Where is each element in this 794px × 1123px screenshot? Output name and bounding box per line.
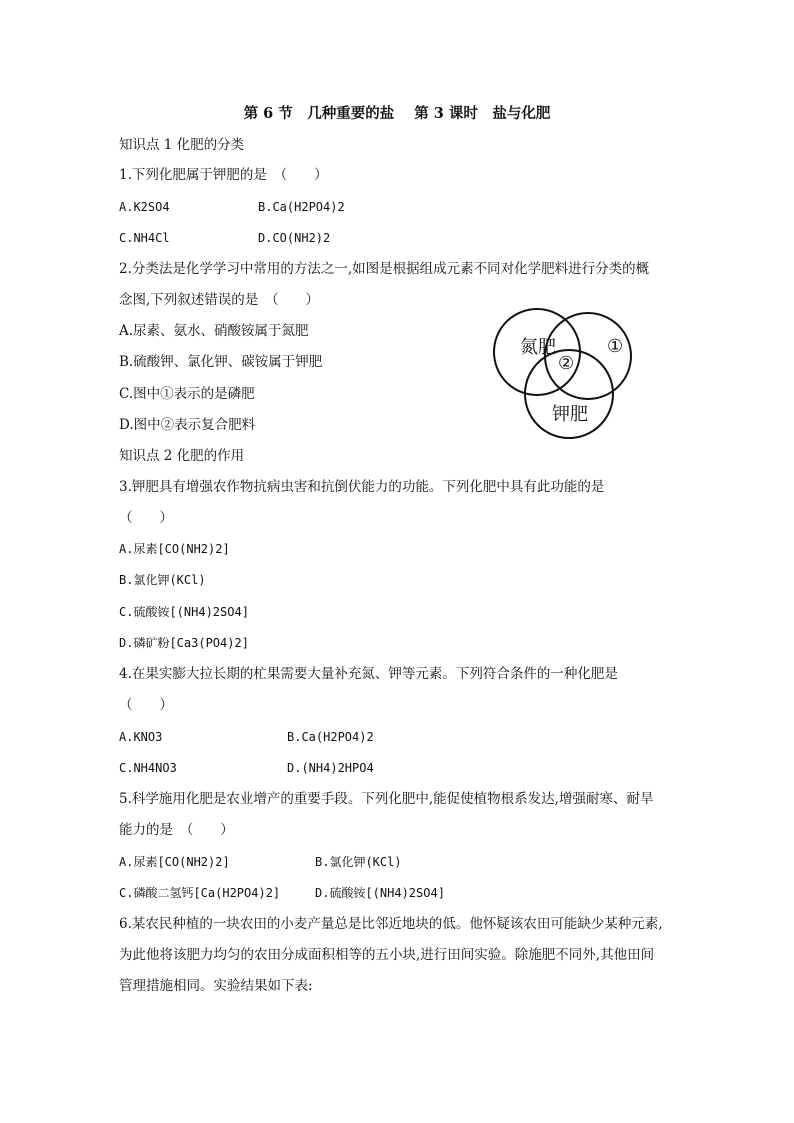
q5-option-d: D.硫酸铵[(NH4)2SO4] bbox=[315, 886, 445, 900]
q5-stem-line1: 5.科学施用化肥是农业增产的重要手段。下列化肥中,能促使植物根系发达,增强耐寒、耐旱 bbox=[119, 791, 654, 807]
q2-option-d: D.图中②表示复合肥料 bbox=[119, 417, 256, 433]
lesson-title: 第 3 课时 盐与化肥 bbox=[414, 105, 551, 122]
q2-option-c: C.图中①表示的是磷肥 bbox=[119, 386, 255, 402]
q4-option-d: D.(NH4)2HPO4 bbox=[287, 761, 374, 775]
q3-stem-line1: 3.钾肥具有增强农作物抗病虫害和抗倒伏能力的功能。下列化肥中具有此功能的是 bbox=[119, 479, 605, 495]
q5-option-a: A.尿素[CO(NH2)2] bbox=[119, 855, 230, 869]
q4-option-a: A.KNO3 bbox=[119, 730, 163, 744]
q1-option-d: D.CO(NH2)2 bbox=[258, 231, 331, 245]
q1-option-a: A.K2SO4 bbox=[119, 200, 170, 214]
q2-option-b: B.硫酸钾、氯化钾、碳铵属于钾肥 bbox=[119, 354, 323, 370]
knowledge-point-1: 知识点 1 化肥的分类 bbox=[119, 137, 245, 153]
nitrogen-label: 氮肥 bbox=[520, 337, 556, 358]
q5-option-c: C.磷酸二氢钙[Ca(H2PO4)2] bbox=[119, 886, 281, 900]
q1-stem: 1.下列化肥属于钾肥的是 （ ） bbox=[119, 167, 328, 183]
potassium-label: 钾肥 bbox=[552, 404, 588, 425]
q4-option-b: B.Ca(H2PO4)2 bbox=[287, 730, 374, 744]
q5-option-b: B.氯化钾(KCl) bbox=[315, 855, 402, 869]
q2-option-a: A.尿素、氨水、硝酸铵属于氮肥 bbox=[119, 323, 309, 339]
q4-option-c: C.NH4NO3 bbox=[119, 761, 177, 775]
q5-stem-line2: 能力的是 （ ） bbox=[119, 822, 234, 838]
q3-option-d: D.磷矿粉[Ca3(PO4)2] bbox=[119, 636, 249, 650]
q3-stem-line2: （ ） bbox=[119, 510, 173, 526]
page-title bbox=[0, 102, 794, 123]
q1-option-b: B.Ca(H2PO4)2 bbox=[258, 200, 345, 214]
q2-stem-line1: 2.分类法是化学学习中常用的方法之一,如图是根据组成元素不同对化学肥料进行分类的概 bbox=[119, 261, 650, 277]
q3-option-c: C.硫酸铵[(NH4)2SO4] bbox=[119, 605, 249, 619]
circle-1-label: ① bbox=[607, 336, 624, 357]
q3-option-b: B.氯化钾(KCl) bbox=[119, 573, 206, 587]
q4-stem-line2: （ ） bbox=[119, 697, 173, 713]
section-title: 第 6 节 几种重要的盐 bbox=[243, 105, 395, 122]
fertilizer-venn-diagram bbox=[488, 308, 648, 440]
q4-stem-line1: 4.在果实膨大拉长期的杧果需要大量补充氮、钾等元素。下列符合条件的一种化肥是 bbox=[119, 666, 618, 682]
q1-option-c: C.NH4Cl bbox=[119, 231, 170, 245]
q2-stem-line2: 念图,下列叙述错误的是 （ ） bbox=[119, 292, 320, 308]
q3-option-a: A.尿素[CO(NH2)2] bbox=[119, 542, 230, 556]
knowledge-point-2: 知识点 2 化肥的作用 bbox=[119, 448, 245, 464]
circle-2-label: ② bbox=[558, 353, 575, 374]
q6-line2: 为此他将该肥力均匀的农田分成面积相等的五小块,进行田间实验。除施肥不同外,其他田间 bbox=[119, 947, 655, 963]
q6-line1: 6.某农民种植的一块农田的小麦产量总是比邻近地块的低。他怀疑该农田可能缺少某种元素, bbox=[119, 916, 663, 932]
q6-line3: 管理措施相同。实验结果如下表: bbox=[119, 978, 313, 994]
